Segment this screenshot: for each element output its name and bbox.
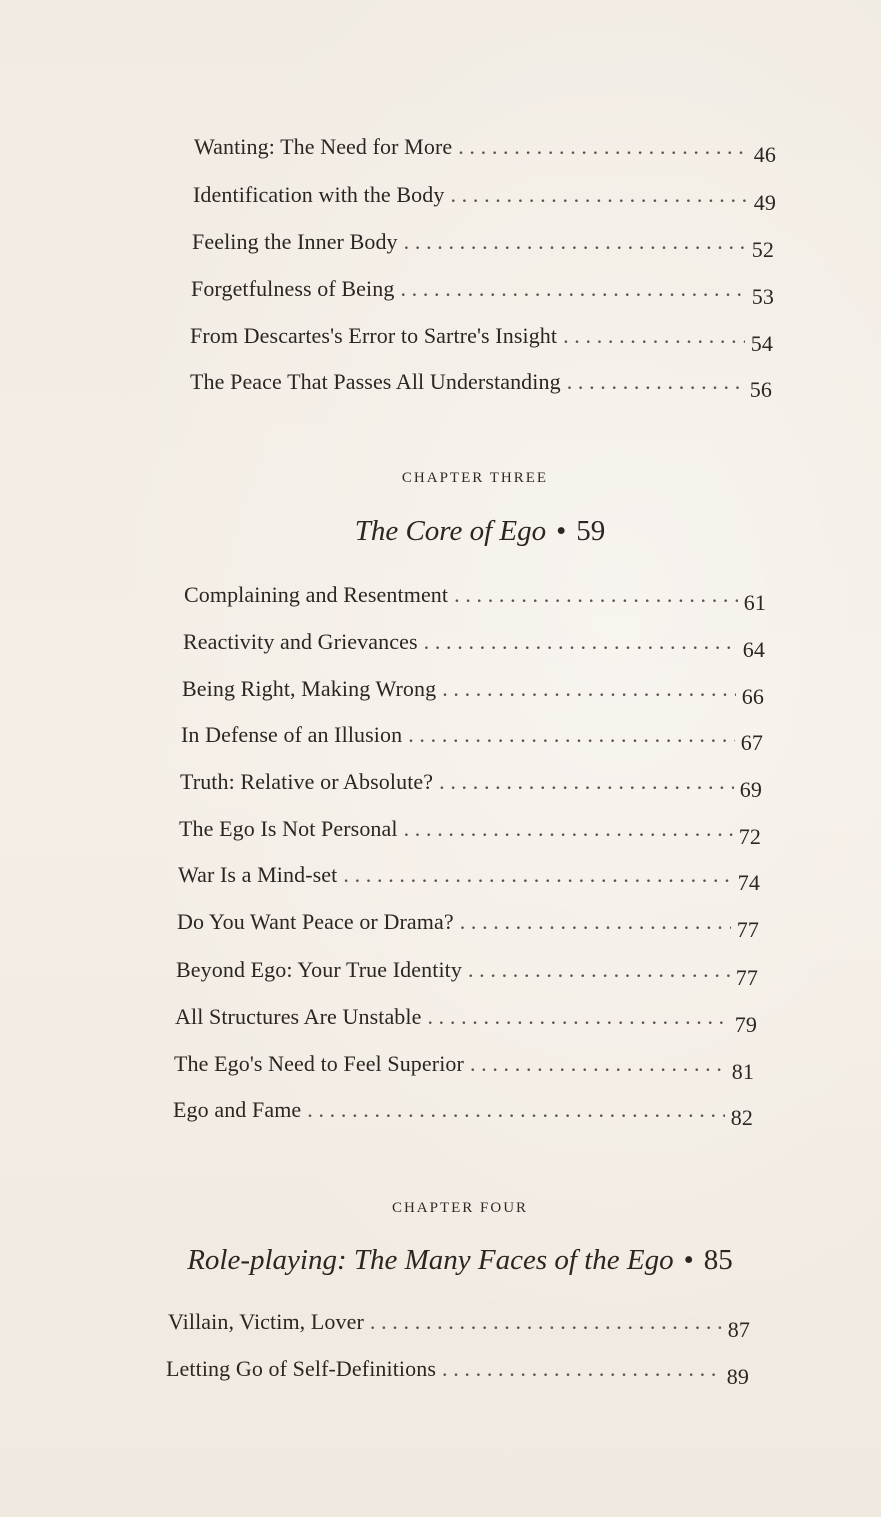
toc-entry-page: 64 [742, 637, 765, 662]
toc-entry [179, 814, 761, 849]
dot-leader [408, 720, 735, 750]
dot-leader [442, 1354, 721, 1384]
toc-entry-page: 82 [730, 1105, 753, 1130]
dot-leader [400, 274, 745, 304]
toc-entry-page: 79 [734, 1012, 757, 1037]
dot-leader [343, 860, 731, 890]
toc-entry-title: War Is a Mind-set [178, 862, 338, 887]
toc-entry [193, 180, 776, 215]
toc-entry-title: The Ego Is Not Personal [179, 816, 398, 841]
chapter-title-text: Role-playing: The Many Faces of the Ego [187, 1244, 674, 1276]
chapter-title [130, 1244, 790, 1277]
chapter-title-text: The Core of Ego [354, 515, 547, 547]
toc-entry-page: 49 [753, 190, 776, 215]
toc-entry [191, 274, 774, 309]
toc-entry-title: Feeling the Inner Body [192, 229, 398, 254]
toc-entry-page: 46 [753, 142, 776, 167]
toc-entry [190, 321, 773, 356]
toc-entry-page: 89 [726, 1364, 749, 1389]
toc-entry [177, 907, 759, 942]
dot-leader [470, 1049, 726, 1079]
chapter-title [180, 515, 780, 548]
toc-entry [178, 860, 760, 895]
chapter-title-page: 85 [703, 1244, 733, 1276]
toc-entry-title: Ego and Fame [173, 1097, 302, 1122]
toc-entry-title: In Defense of an Illusion [181, 722, 403, 747]
toc-entry [184, 580, 766, 615]
dot-leader [307, 1095, 725, 1125]
toc-entry-title: Beyond Ego: Your True Identity [176, 957, 462, 982]
toc-entry-page: 87 [727, 1317, 750, 1342]
toc-entry-page: 52 [751, 237, 774, 262]
toc-entry-page: 69 [739, 777, 762, 802]
dot-leader [454, 580, 738, 610]
toc-entry [190, 367, 772, 402]
toc-entry-title: The Peace That Passes All Understanding [190, 369, 561, 394]
toc-entry [166, 1354, 749, 1389]
dot-leader [567, 367, 744, 397]
dot-leader [442, 674, 736, 704]
dot-leader [460, 907, 731, 937]
toc-entry-title: Wanting: The Need for More [194, 134, 453, 159]
toc-entry [180, 767, 762, 802]
toc-entry-page: 66 [741, 684, 764, 709]
toc-entry-title: Villain, Victim, Lover [168, 1309, 364, 1334]
chapter-title-separator: • [683, 1244, 694, 1276]
chapter-label: CHAPTER FOUR [391, 1200, 529, 1216]
toc-entry [168, 1307, 750, 1342]
chapter-title-separator: • [556, 515, 567, 547]
toc-entry-title: Being Right, Making Wrong [182, 676, 437, 701]
toc-entry-title: Letting Go of Self-Definitions [166, 1356, 437, 1381]
toc-entry [174, 1049, 754, 1084]
toc-entry [181, 720, 763, 755]
toc-entry-page: 77 [735, 965, 758, 990]
toc-entry [176, 955, 758, 990]
toc-entry [182, 674, 764, 709]
dot-leader [450, 180, 747, 210]
dot-leader [370, 1307, 722, 1337]
chapter-title-page: 59 [576, 515, 606, 547]
toc-entry-page: 77 [736, 917, 759, 942]
toc-entry-page: 56 [749, 377, 772, 402]
dot-leader [439, 767, 734, 797]
toc-entry-title: All Structures Are Unstable [175, 1004, 422, 1029]
toc-entry-title: Truth: Relative or Absolute? [180, 769, 434, 794]
toc-entry-title: From Descartes's Error to Sartre's Insight [190, 323, 558, 348]
toc-entry-page: 72 [738, 824, 761, 849]
dot-leader [427, 1002, 728, 1032]
toc-entry [194, 132, 776, 167]
toc-entry-page: 74 [737, 870, 760, 895]
toc-entry-title: Complaining and Resentment [184, 582, 449, 607]
toc-entry [183, 627, 765, 662]
dot-leader [404, 227, 746, 257]
toc-entry [192, 227, 774, 262]
toc-entry-page: 81 [731, 1059, 754, 1084]
dot-leader [563, 321, 745, 351]
dot-leader [404, 814, 733, 844]
toc-entry-title: Identification with the Body [193, 182, 445, 207]
toc-entry-page: 54 [750, 331, 773, 356]
toc-entry [175, 1002, 757, 1037]
dot-leader [458, 132, 748, 162]
toc-entry-title: Reactivity and Grievances [183, 629, 418, 654]
toc-entry-page: 53 [751, 284, 774, 309]
toc-entry-title: The Ego's Need to Feel Superior [174, 1051, 464, 1076]
toc-entry-page: 61 [743, 590, 766, 615]
toc-entry [173, 1095, 753, 1130]
toc-entry-title: Do You Want Peace or Drama? [177, 909, 454, 934]
dot-leader [468, 955, 730, 985]
chapter-label: CHAPTER THREE [401, 470, 549, 486]
dot-leader [424, 627, 737, 657]
toc-entry-title: Forgetfulness of Being [191, 276, 395, 301]
toc-entry-page: 67 [740, 730, 763, 755]
